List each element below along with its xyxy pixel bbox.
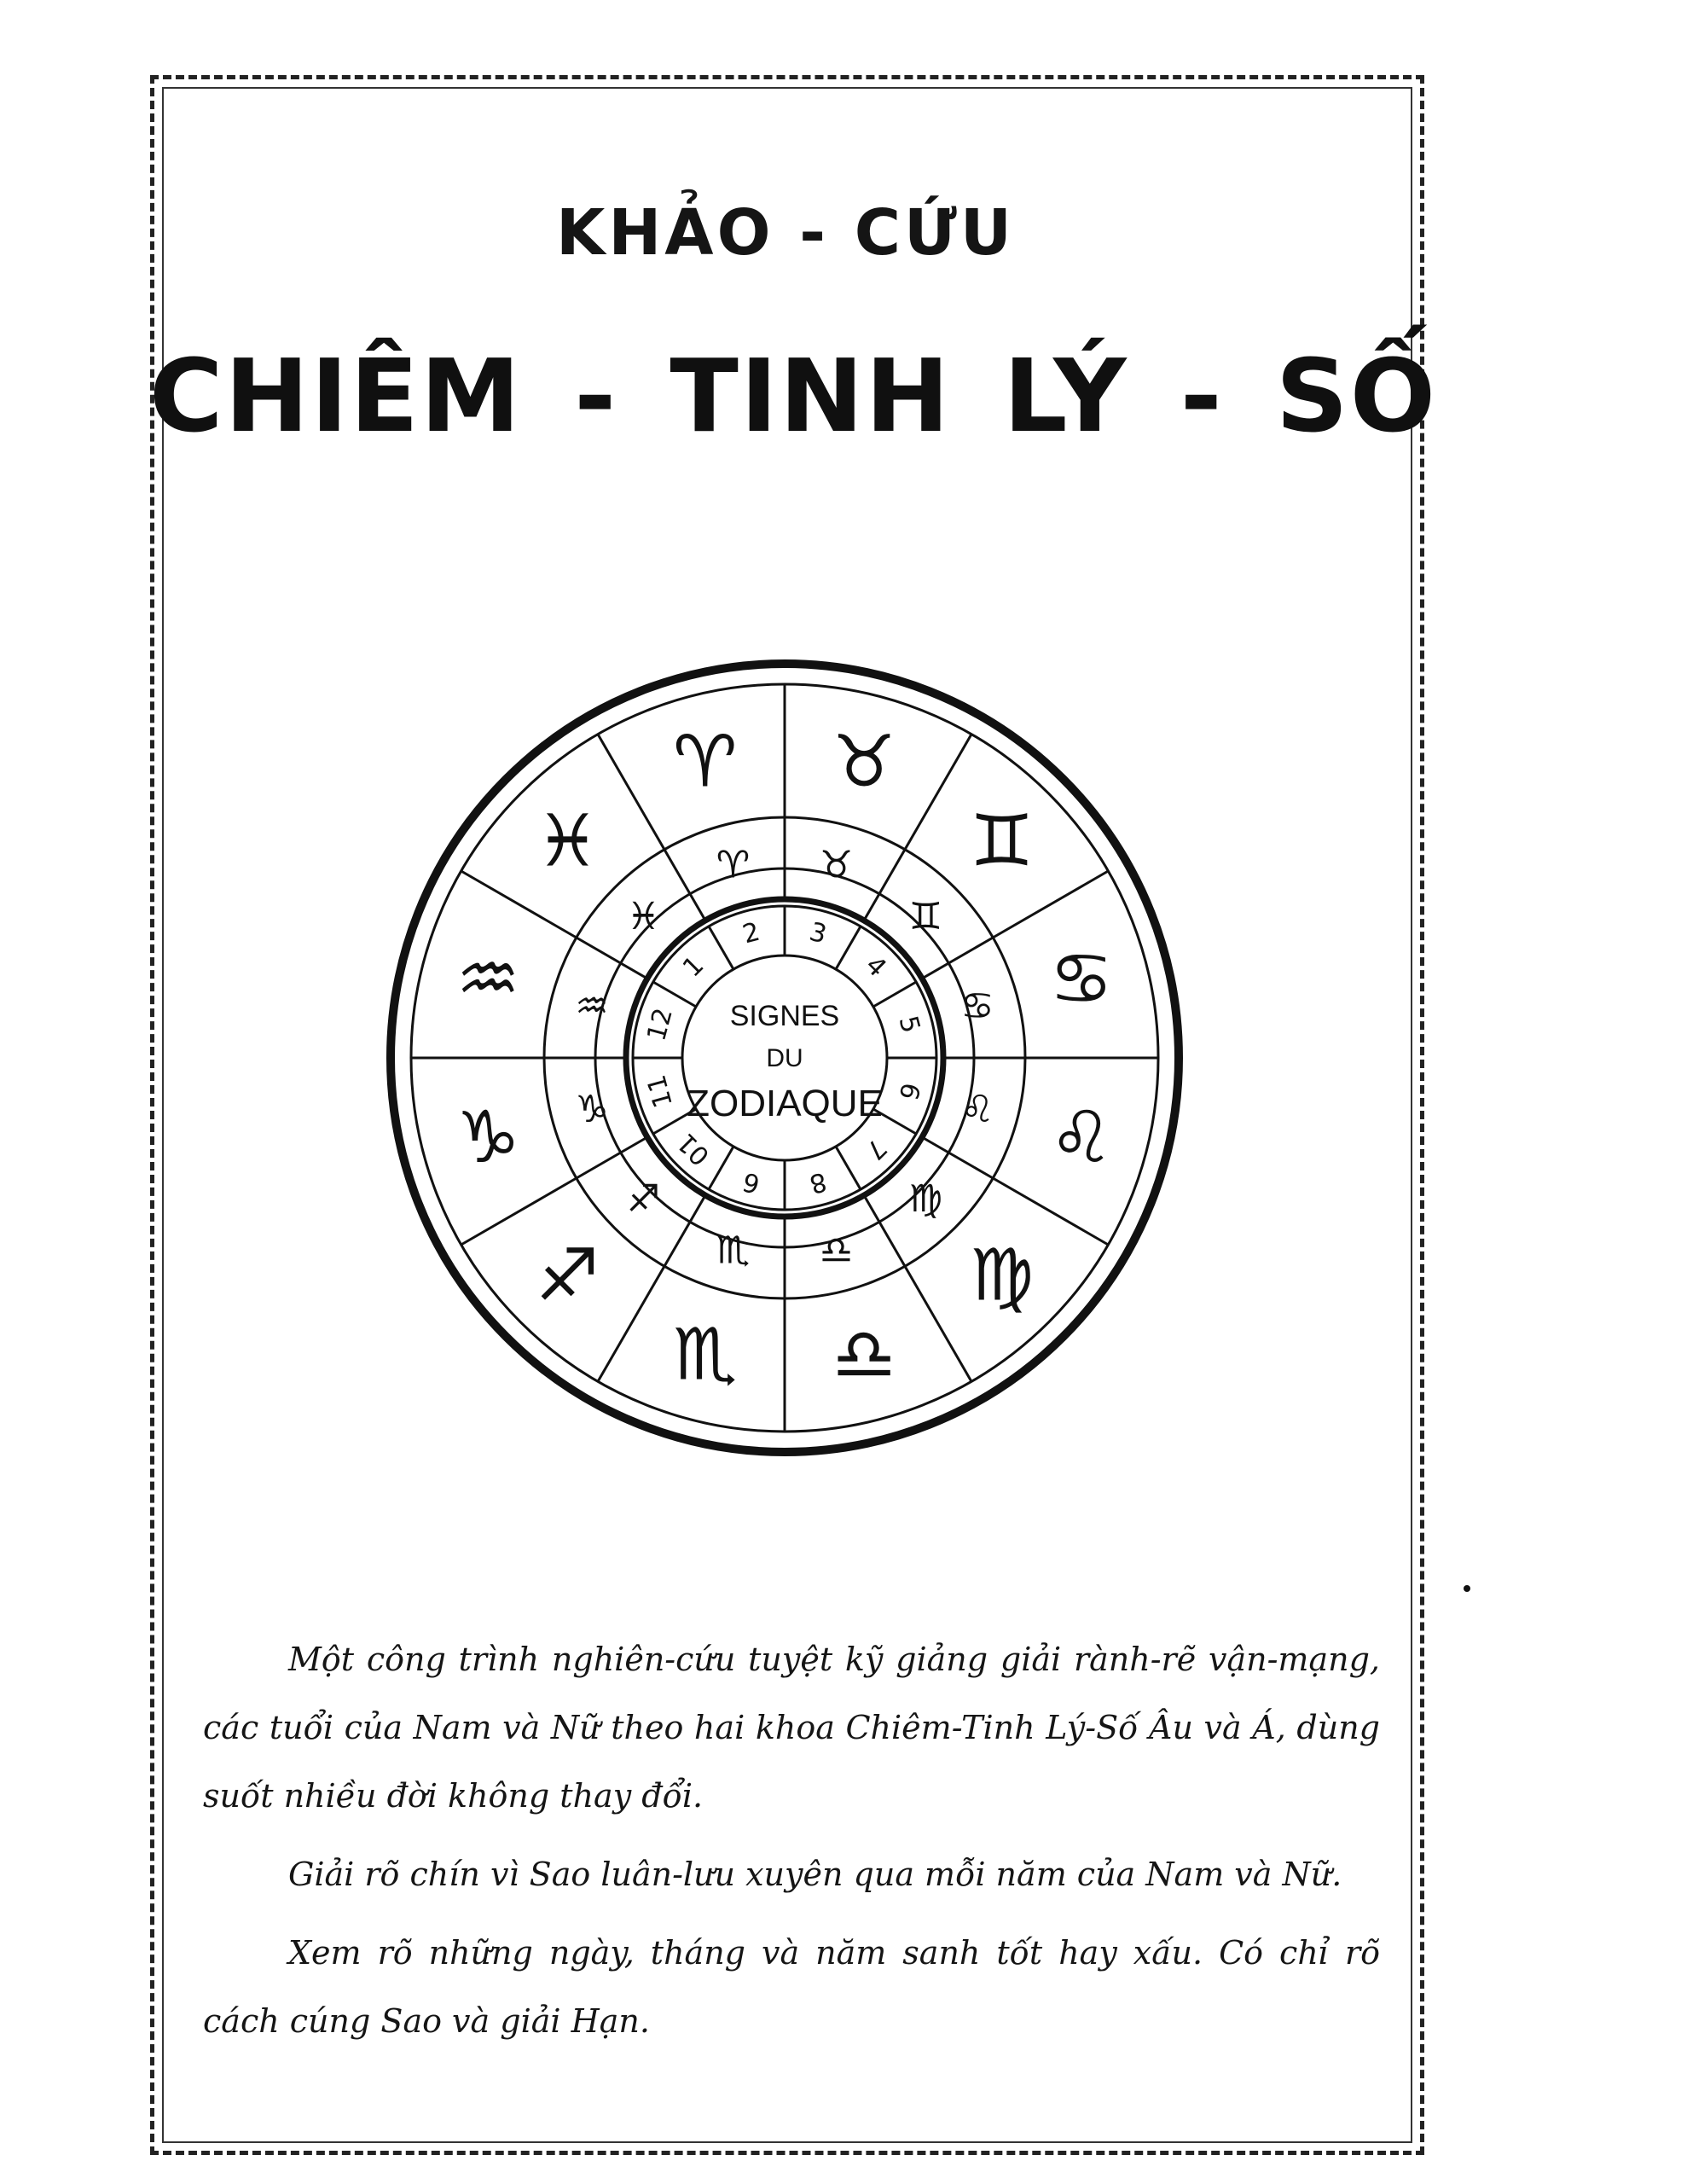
zodiac-animal-icon: ♍ bbox=[969, 1233, 1035, 1317]
zodiac-symbol-icon: ♉ bbox=[819, 843, 854, 887]
zodiac-symbol-icon: ♓ bbox=[626, 895, 661, 939]
description-block bbox=[203, 1625, 1380, 2065]
zodiac-number: 1 bbox=[677, 950, 710, 984]
wheel-spoke bbox=[577, 938, 647, 979]
center-label-du: DU bbox=[766, 1044, 803, 1072]
wheel-spoke bbox=[922, 1137, 993, 1178]
zodiac-symbol-icon: ♒ bbox=[575, 984, 609, 1028]
zodiac-number: 2 bbox=[739, 916, 763, 950]
zodiac-symbol-icon: ♐ bbox=[626, 1176, 661, 1221]
wheel-spoke bbox=[653, 982, 696, 1007]
zodiac-symbol-icon: ♊ bbox=[908, 895, 943, 939]
page-title: CHIÊM - TINH LÝ - SỐ bbox=[148, 337, 1438, 455]
zodiac-symbol-icon: ♍ bbox=[908, 1176, 943, 1221]
zodiac-number: 12 bbox=[641, 1004, 679, 1044]
wheel-spoke bbox=[598, 1266, 664, 1381]
zodiac-animal-icon: ♓ bbox=[535, 799, 600, 883]
zodiac-animal-icon: ♑ bbox=[455, 1095, 520, 1180]
print-speck bbox=[1464, 1585, 1470, 1592]
wheel-spoke bbox=[709, 926, 733, 969]
zodiac-number: 6 bbox=[739, 1165, 763, 1199]
zodiac-animal-icon: ♈ bbox=[673, 719, 738, 804]
wheel-spoke bbox=[664, 1195, 705, 1266]
wheel-spoke bbox=[577, 1137, 647, 1178]
zodiac-number: 11 bbox=[641, 1072, 679, 1112]
wheel-spoke bbox=[922, 938, 993, 979]
center-label-zodiaque: ZODIAQUE bbox=[687, 1083, 883, 1124]
wheel-spoke bbox=[873, 982, 916, 1007]
zodiac-number: 8 bbox=[806, 1165, 830, 1199]
wheel-spoke bbox=[905, 1266, 971, 1381]
zodiac-number: 01 bbox=[671, 1126, 716, 1171]
description-paragraph-3: Xem rõ những ngày, tháng và năm sanh tốt hay xấu. Có chỉ rõ cách cúng Sao và giải Hạn. bbox=[203, 1934, 1380, 2040]
zodiac-number: 5 bbox=[892, 1013, 926, 1037]
zodiac-animal-icon: ♌ bbox=[1049, 1095, 1114, 1180]
zodiac-number: 7 bbox=[859, 1132, 892, 1165]
description-paragraph-2: Giải rõ chín vì Sao luân-lưu xuyên qua mỗi năm của Nam và Nữ. bbox=[288, 1856, 1342, 1893]
zodiac-animal-icon: ♊ bbox=[969, 799, 1035, 883]
zodiac-number: 6 bbox=[892, 1079, 926, 1103]
description-paragraph-1: Một công trình nghiên-cứu tuyệt kỹ giảng giải rành-rẽ vận-mạng, các tuổi của Nam và Nữ theo hai khoa Chiêm-Tinh Lý-Số Âu và Á, dùng suốt nhiều đời không thay đổi. bbox=[203, 1641, 1380, 1815]
wheel-spoke bbox=[864, 850, 905, 921]
zodiac-animal-icon: ♏ bbox=[673, 1312, 738, 1397]
page-subtitle: KHẢO - CỨU bbox=[556, 196, 1015, 270]
zodiac-animal-icon: ♉ bbox=[832, 719, 896, 804]
center-label-signes: SIGNES bbox=[729, 1000, 840, 1032]
zodiac-wheel bbox=[375, 648, 1194, 1467]
zodiac-animal-icon: ♋ bbox=[1049, 936, 1114, 1020]
wheel-spoke bbox=[836, 1147, 861, 1189]
wheel-spoke bbox=[864, 1195, 905, 1266]
zodiac-animal-icon: ♐ bbox=[535, 1233, 600, 1317]
wheel-spoke bbox=[905, 735, 971, 850]
zodiac-symbol-icon: ♏ bbox=[716, 1228, 751, 1273]
zodiac-animal-icon: ♒ bbox=[455, 936, 520, 1020]
zodiac-symbol-icon: ♋ bbox=[960, 984, 994, 1028]
wheel-spoke bbox=[664, 850, 705, 921]
zodiac-animal-icon: ♎ bbox=[832, 1312, 896, 1397]
zodiac-symbol-icon: ♎ bbox=[819, 1228, 854, 1273]
zodiac-symbol-icon: ♌ bbox=[960, 1088, 994, 1132]
zodiac-symbol-icon: ♈ bbox=[716, 843, 751, 887]
wheel-spoke bbox=[836, 926, 861, 969]
zodiac-number: 3 bbox=[806, 916, 830, 950]
zodiac-symbol-icon: ♑ bbox=[575, 1088, 609, 1132]
wheel-spoke bbox=[598, 735, 664, 850]
zodiac-number: 4 bbox=[859, 950, 892, 984]
